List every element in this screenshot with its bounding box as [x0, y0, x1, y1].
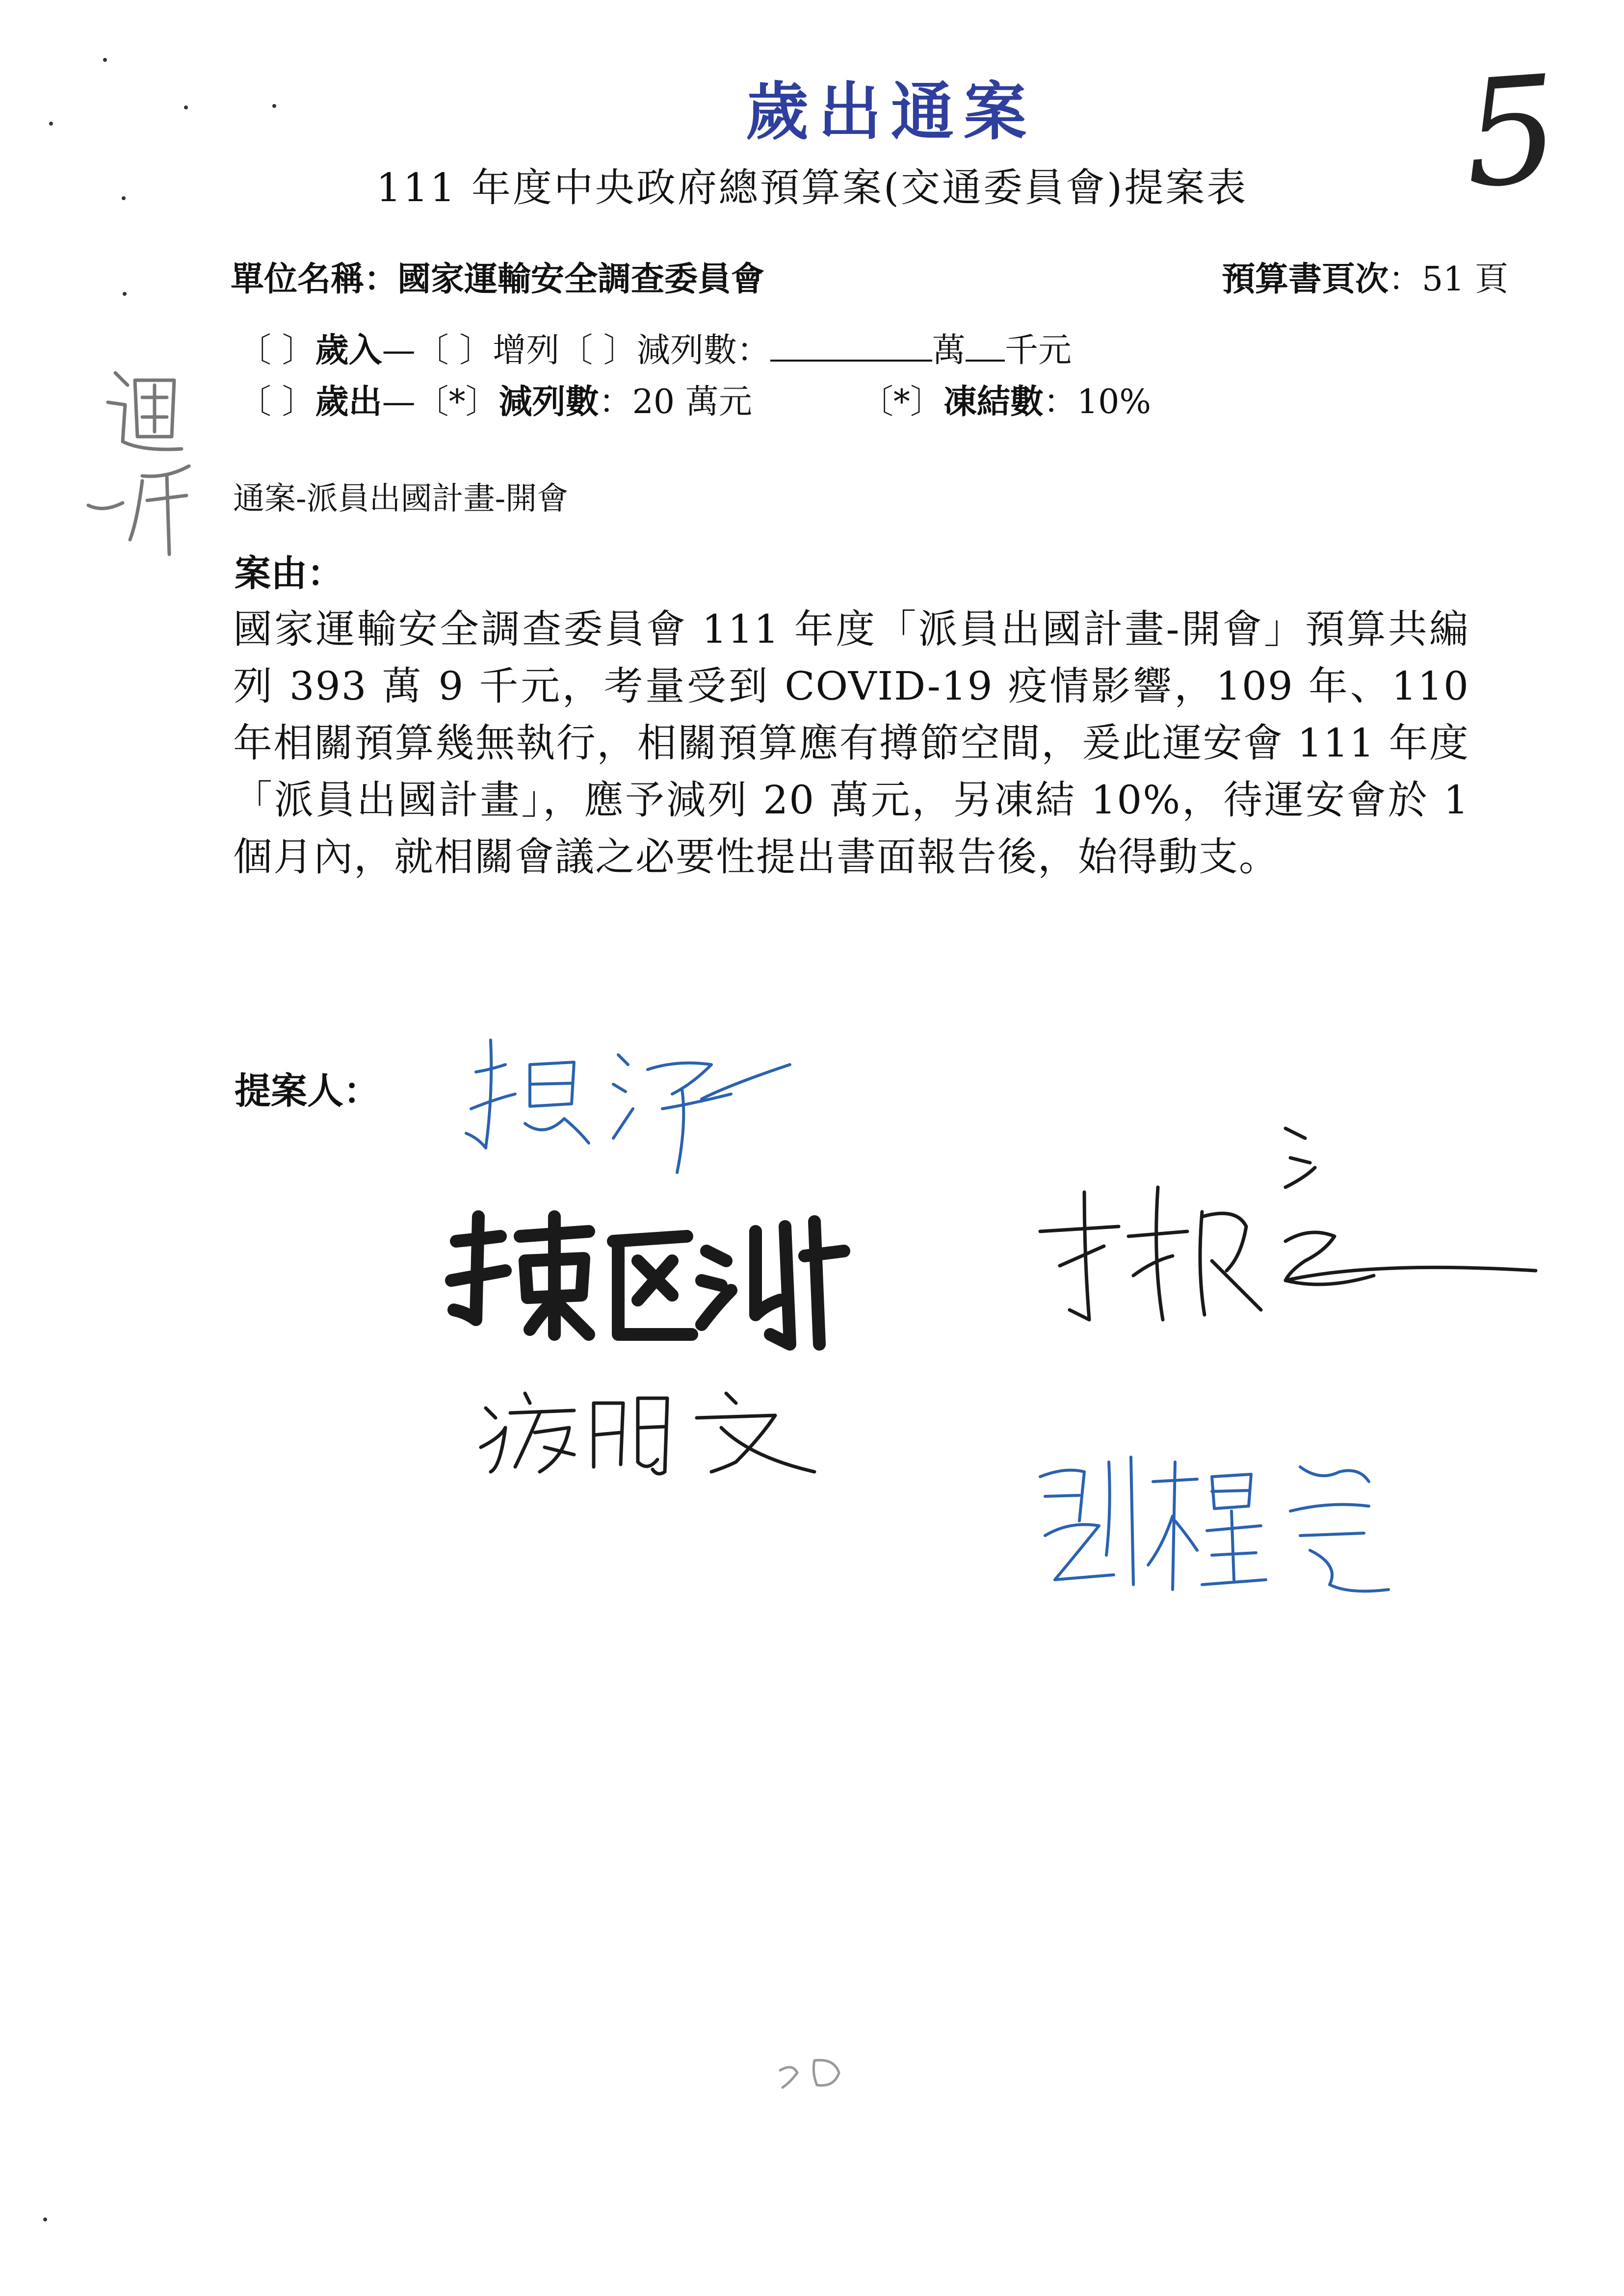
expense-label: 歲出: [315, 382, 382, 421]
freeze-checkbox: 〔*〕: [860, 383, 943, 421]
decrease-label: 減列數：: [636, 331, 770, 370]
expense-decrease-label: 減列數: [498, 382, 599, 421]
unit-value: 國家運輸安全調查委員會: [397, 260, 765, 299]
signature-1: [456, 1025, 800, 1187]
subject: 通案-派員出國計畫-開會: [233, 481, 569, 517]
unit-row: [231, 253, 764, 300]
signature-2: [442, 1197, 859, 1359]
freeze-value: ：10%: [1043, 383, 1152, 421]
reason-heading: 案由：: [235, 552, 343, 595]
margin-handwriting: [69, 343, 206, 569]
expense-decrease-value: ：20 萬元: [599, 383, 752, 421]
reason-body: 國家運輸安全調查委員會 111 年度「派員出國計畫-開會」預算共編列 393 萬 9 千元，考量受到 COVID-19 疫情影響，109 年、110 年相關預算幾無執行，相關預算應有撙節空間，爰此運安會 111 年度「派員出國計畫」，應予減列 20 萬元，另凍結 10%，待運安會於 1 個月內，就相關會議之必要性提出書面報告後，始得動支。: [233, 606, 1469, 880]
expense-checkbox: 〔 〕: [238, 383, 315, 421]
signature-5: [1025, 1437, 1442, 1604]
stamp: 歲出通案: [746, 75, 1037, 149]
freeze-label: 凍結數: [943, 382, 1044, 421]
increase-checkbox: 〔 〕: [415, 331, 493, 370]
expense-line: [238, 375, 1151, 423]
revenue-label: 歲入: [315, 331, 382, 370]
revenue-checkbox: 〔 〕: [238, 331, 315, 370]
handwritten-page-number: 5: [1459, 43, 1564, 221]
pencil-scribble: [770, 2046, 854, 2100]
unit-qian: 千元: [1004, 331, 1072, 370]
increase-label: 增列: [493, 331, 560, 370]
revenue-line: [238, 324, 1072, 371]
page-title: 111 年度中央政府總預算案(交通委員會)提案表: [376, 165, 1248, 210]
unit-label: 單位名稱：: [231, 260, 398, 299]
unit-wan: 萬: [932, 331, 966, 370]
proposer-label: 提案人：: [235, 1070, 380, 1112]
decrease-blank-qian: [966, 355, 1005, 362]
decrease-checkbox: 〔 〕: [559, 331, 637, 370]
signature-3: [471, 1374, 824, 1487]
dash: —: [382, 331, 416, 370]
signature-4: [1030, 1114, 1541, 1334]
budget-page-label: 預算書頁次: [1222, 260, 1389, 299]
dash: —: [382, 383, 416, 421]
budget-page-value: ：51 頁: [1388, 260, 1509, 299]
expense-decrease-checkbox: 〔*〕: [415, 383, 499, 421]
decrease-blank-wan: [770, 355, 932, 362]
budget-page-ref: [1222, 253, 1508, 300]
